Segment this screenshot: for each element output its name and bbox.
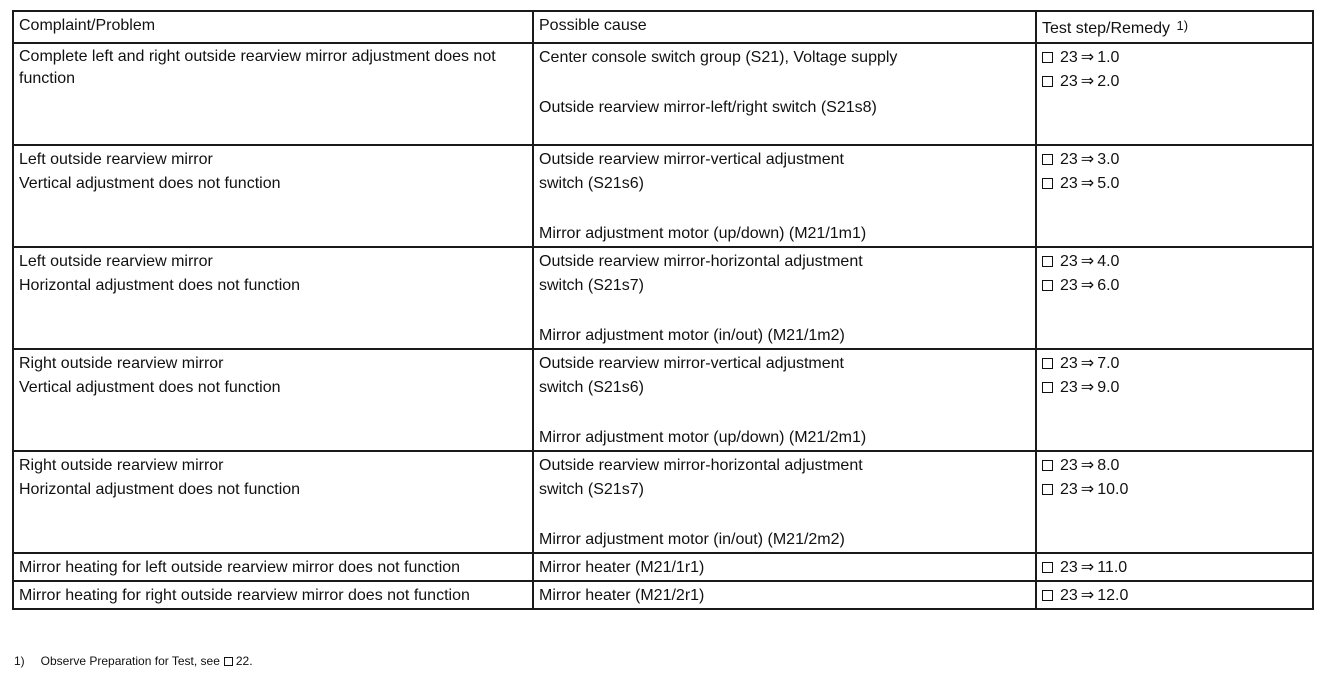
- footnote: [14, 654, 253, 668]
- document-reference-box-icon: [1042, 460, 1053, 471]
- remedy-step-number: 12.0: [1097, 587, 1129, 604]
- footnote-ref[interactable]: 22.: [235, 654, 253, 668]
- document-reference-box-icon: [224, 657, 233, 666]
- remedy-step: [1042, 148, 1307, 172]
- remedy-step: [1042, 172, 1307, 196]
- complaint-text: Right outside rearview mirror: [19, 457, 224, 474]
- document-reference-box-icon: [1042, 256, 1053, 267]
- remedy-step: [1042, 46, 1307, 70]
- document-reference-box-icon: [1042, 484, 1053, 495]
- header-remedy-label: Test step/Remedy: [1042, 20, 1171, 37]
- cause-cell: [533, 145, 1036, 247]
- cause-cell: [533, 349, 1036, 451]
- remedy-ref: 23: [1060, 457, 1078, 474]
- cause-text: Outside rearview mirror-horizontal adjustment: [539, 457, 863, 474]
- complaint-text: Horizontal adjustment does not function: [19, 481, 301, 498]
- cause-cell: [533, 247, 1036, 349]
- remedy-ref: 23: [1060, 481, 1078, 498]
- document-reference-box-icon: [1042, 52, 1053, 63]
- complaint-text: Vertical adjustment does not function: [19, 175, 281, 192]
- double-right-arrow-icon: ⇒: [1080, 457, 1095, 474]
- cause-text: switch (S21s6): [539, 379, 644, 396]
- double-right-arrow-icon: ⇒: [1080, 73, 1095, 90]
- complaint-cell: [13, 581, 533, 609]
- complaint-text: Mirror heating for left outside rearview mirror does not function: [19, 559, 461, 576]
- complaint-cell: [13, 451, 533, 553]
- footnote-text: Observe Preparation for Test, see: [40, 654, 220, 668]
- remedy-step: [1042, 352, 1307, 376]
- remedy-ref: 23: [1060, 559, 1078, 576]
- double-right-arrow-icon: ⇒: [1080, 253, 1095, 270]
- cause-text: Outside rearview mirror-horizontal adjustment: [539, 253, 863, 270]
- double-right-arrow-icon: ⇒: [1080, 587, 1095, 604]
- document-reference-box-icon: [1042, 76, 1053, 87]
- cause-text: Outside rearview mirror-vertical adjustment: [539, 151, 844, 168]
- double-right-arrow-icon: ⇒: [1080, 559, 1095, 576]
- double-right-arrow-icon: ⇒: [1080, 175, 1095, 192]
- table-row: [13, 247, 1313, 349]
- cause-text: Mirror adjustment motor (up/down) (M21/1m1): [539, 225, 867, 242]
- header-cause: Possible cause: [533, 11, 1036, 43]
- double-right-arrow-icon: ⇒: [1080, 355, 1095, 372]
- remedy-cell: [1036, 145, 1313, 247]
- remedy-step-number: 2.0: [1097, 73, 1120, 90]
- remedy-ref: 23: [1060, 151, 1078, 168]
- remedy-cell: [1036, 247, 1313, 349]
- cause-text: switch (S21s7): [539, 481, 644, 498]
- complaint-text: Left outside rearview mirror: [19, 151, 213, 168]
- remedy-ref: 23: [1060, 587, 1078, 604]
- remedy-ref: 23: [1060, 73, 1078, 90]
- document-reference-box-icon: [1042, 562, 1053, 573]
- complaint-cell: [13, 247, 533, 349]
- remedy-ref: 23: [1060, 253, 1078, 270]
- table-header-row: [13, 11, 1313, 43]
- remedy-step: [1042, 250, 1307, 274]
- remedy-step: [1042, 454, 1307, 478]
- document-reference-box-icon: [1042, 280, 1053, 291]
- remedy-step-number: 9.0: [1097, 379, 1120, 396]
- remedy-step-number: 6.0: [1097, 277, 1120, 294]
- remedy-step-number: 3.0: [1097, 151, 1120, 168]
- cause-text: Mirror heater (M21/1r1): [539, 559, 705, 576]
- remedy-step-number: 7.0: [1097, 355, 1120, 372]
- complaint-cell: [13, 43, 533, 145]
- table-row: [13, 349, 1313, 451]
- table-row: [13, 553, 1313, 581]
- double-right-arrow-icon: ⇒: [1080, 151, 1095, 168]
- table-row: [13, 451, 1313, 553]
- cause-text: Mirror adjustment motor (in/out) (M21/2m2): [539, 531, 845, 548]
- remedy-cell: [1036, 553, 1313, 581]
- remedy-step-number: 10.0: [1097, 481, 1129, 498]
- cause-cell: [533, 581, 1036, 609]
- header-remedy: [1036, 11, 1313, 43]
- cause-cell: [533, 43, 1036, 145]
- remedy-cell: [1036, 349, 1313, 451]
- cause-text: switch (S21s6): [539, 175, 644, 192]
- remedy-step: [1042, 556, 1307, 580]
- cause-text: switch (S21s7): [539, 277, 644, 294]
- remedy-step: [1042, 584, 1307, 608]
- header-complaint: Complaint/Problem: [13, 11, 533, 43]
- remedy-cell: [1036, 43, 1313, 145]
- remedy-ref: 23: [1060, 355, 1078, 372]
- document-reference-box-icon: [1042, 358, 1053, 369]
- remedy-cell: [1036, 451, 1313, 553]
- table-row: [13, 145, 1313, 247]
- cause-text: Mirror heater (M21/2r1): [539, 587, 705, 604]
- complaint-text: Left outside rearview mirror: [19, 253, 213, 270]
- complaint-remedy-table: [12, 10, 1314, 610]
- document-reference-box-icon: [1042, 590, 1053, 601]
- remedy-step: [1042, 376, 1307, 400]
- complaint-cell: [13, 145, 533, 247]
- complaint-text: Right outside rearview mirror: [19, 355, 224, 372]
- complaint-cell: [13, 349, 533, 451]
- remedy-step-number: 8.0: [1097, 457, 1120, 474]
- document-reference-box-icon: [1042, 382, 1053, 393]
- cause-text: Mirror adjustment motor (up/down) (M21/2m1): [539, 429, 867, 446]
- cause-text: Mirror adjustment motor (in/out) (M21/1m2): [539, 327, 845, 344]
- cause-text: Outside rearview mirror-vertical adjustment: [539, 355, 844, 372]
- remedy-step-number: 4.0: [1097, 253, 1120, 270]
- double-right-arrow-icon: ⇒: [1080, 277, 1095, 294]
- cause-text: Outside rearview mirror-left/right switch (S21s8): [539, 99, 877, 116]
- double-right-arrow-icon: ⇒: [1080, 379, 1095, 396]
- complaint-text: Complete left and right outside rearview mirror adjustment does not function: [19, 48, 496, 87]
- table-row: [13, 581, 1313, 609]
- remedy-step: [1042, 70, 1307, 94]
- complaint-cell: [13, 553, 533, 581]
- remedy-ref: 23: [1060, 49, 1078, 66]
- remedy-step: [1042, 478, 1307, 502]
- double-right-arrow-icon: ⇒: [1080, 481, 1095, 498]
- remedy-ref: 23: [1060, 277, 1078, 294]
- cause-text: Center console switch group (S21), Voltage supply: [539, 49, 898, 66]
- complaint-text: Mirror heating for right outside rearview mirror does not function: [19, 587, 470, 604]
- remedy-step-number: 5.0: [1097, 175, 1120, 192]
- table-row: [13, 43, 1313, 145]
- remedy-cell: [1036, 581, 1313, 609]
- remedy-step-number: 1.0: [1097, 49, 1120, 66]
- remedy-step: [1042, 274, 1307, 298]
- remedy-step-number: 11.0: [1097, 559, 1128, 576]
- remedy-ref: 23: [1060, 379, 1078, 396]
- document-reference-box-icon: [1042, 154, 1053, 165]
- document-reference-box-icon: [1042, 178, 1053, 189]
- cause-cell: [533, 451, 1036, 553]
- complaint-text: Horizontal adjustment does not function: [19, 277, 301, 294]
- header-footnote-mark: 1): [1176, 18, 1189, 33]
- cause-cell: [533, 553, 1036, 581]
- footnote-mark: 1): [14, 654, 25, 668]
- remedy-ref: 23: [1060, 175, 1078, 192]
- complaint-text: Vertical adjustment does not function: [19, 379, 281, 396]
- double-right-arrow-icon: ⇒: [1080, 49, 1095, 66]
